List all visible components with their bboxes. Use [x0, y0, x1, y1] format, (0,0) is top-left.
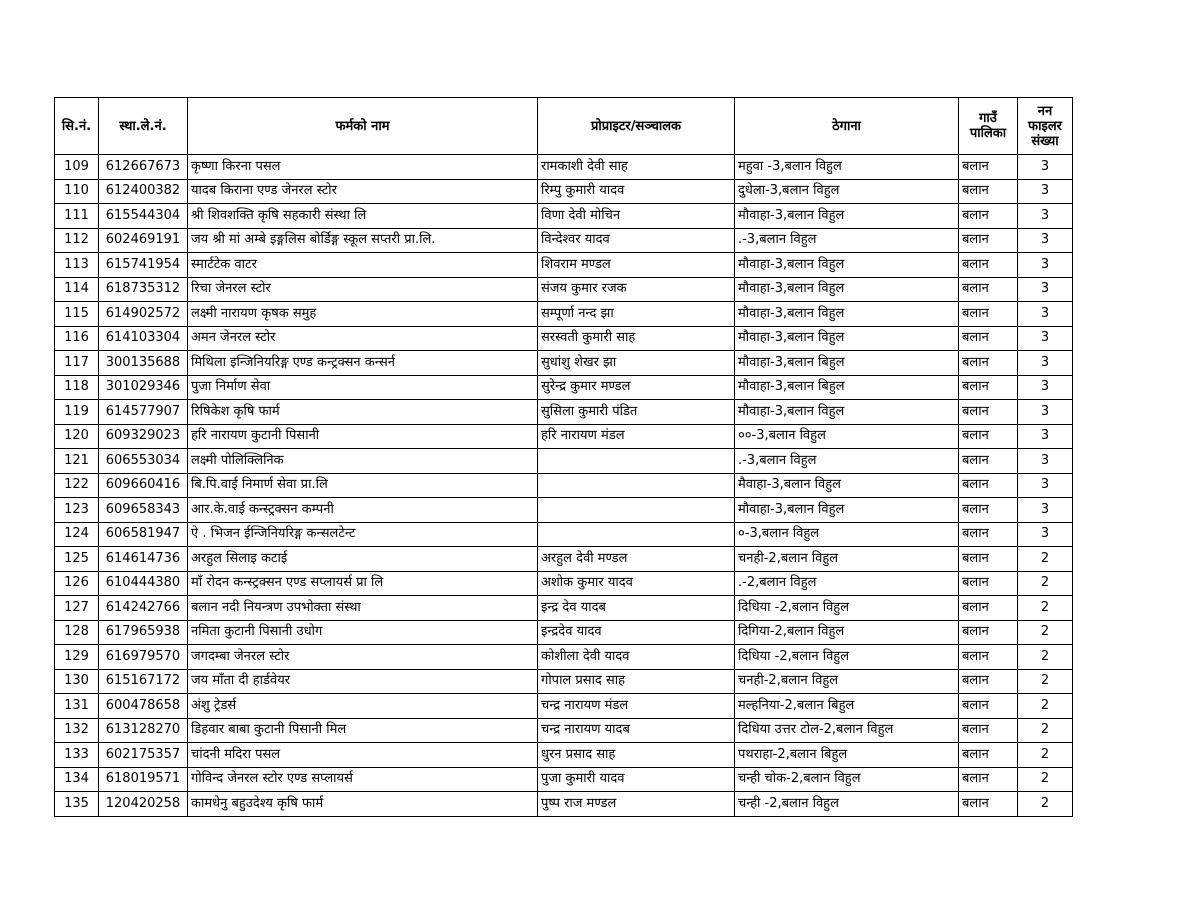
serial-cell: 127	[55, 596, 99, 621]
firm-name-cell: कामधेनु बहुउदेश्य कृषि फार्म	[188, 792, 538, 817]
firm-name-cell: कृष्णा किरना पसल	[188, 155, 538, 180]
registration-cell: 600478658	[99, 694, 188, 719]
table-row	[55, 204, 1073, 229]
non-filer-count-cell: 3	[1018, 400, 1073, 425]
municipality-cell: बलान	[959, 522, 1018, 547]
municipality-cell: बलान	[959, 669, 1018, 694]
address-cell: .-2,बलान विहुल	[735, 571, 959, 596]
firm-name-cell: स्मार्टटेक वाटर	[188, 253, 538, 278]
proprietor-cell: रामकाशी देवी साह	[538, 155, 735, 180]
serial-cell: 120	[55, 424, 99, 449]
header-row	[55, 98, 1073, 155]
registration-cell: 613128270	[99, 718, 188, 743]
municipality-cell: बलान	[959, 498, 1018, 523]
municipality-cell: बलान	[959, 767, 1018, 792]
municipality-cell: बलान	[959, 228, 1018, 253]
proprietor-cell: विन्देश्वर यादव	[538, 228, 735, 253]
firm-name-cell: गोविन्द जेनरल स्टोर एण्ड सप्लायर्स	[188, 767, 538, 792]
address-cell: महुवा -3,बलान विहुल	[735, 155, 959, 180]
municipality-cell: बलान	[959, 645, 1018, 670]
address-cell: मौवाहा-3,बलान बिहुल	[735, 351, 959, 376]
non-filer-count-cell: 2	[1018, 620, 1073, 645]
table-row	[55, 326, 1073, 351]
municipality-cell: बलान	[959, 571, 1018, 596]
serial-cell: 114	[55, 277, 99, 302]
firm-name-cell: यादब किराना एण्ड जेनरल स्टोर	[188, 179, 538, 204]
municipality-cell: बलान	[959, 620, 1018, 645]
table-row	[55, 302, 1073, 327]
serial-cell: 121	[55, 449, 99, 474]
proprietor-cell: हरि नारायण मंडल	[538, 424, 735, 449]
municipality-cell: बलान	[959, 302, 1018, 327]
proprietor-cell: शिवराम मण्डल	[538, 253, 735, 278]
serial-cell: 119	[55, 400, 99, 425]
col-non-filer-count-header: नन फाइलर संख्या	[1018, 98, 1073, 155]
non-filer-count-cell: 2	[1018, 718, 1073, 743]
address-cell: मल्हनिया-2,बलान बिहुल	[735, 694, 959, 719]
firm-name-cell: रिचा जेनरल स्टोर	[188, 277, 538, 302]
registration-cell: 618019571	[99, 767, 188, 792]
address-cell: दिधिया -2,बलान विहुल	[735, 645, 959, 670]
registration-cell: 614614736	[99, 547, 188, 572]
non-filer-count-cell: 2	[1018, 571, 1073, 596]
proprietor-cell	[538, 522, 735, 547]
table-row	[55, 228, 1073, 253]
address-cell: दिधिया -2,बलान विहुल	[735, 596, 959, 621]
address-cell: चन्ही -2,बलान विहुल	[735, 792, 959, 817]
municipality-cell: बलान	[959, 179, 1018, 204]
registration-cell: 300135688	[99, 351, 188, 376]
registration-cell: 606553034	[99, 449, 188, 474]
proprietor-cell: सम्पूर्णा नन्द झा	[538, 302, 735, 327]
non-filer-count-cell: 2	[1018, 645, 1073, 670]
firm-name-cell: माँ रोदन कन्स्ट्रक्सन एण्ड सप्लायर्स प्रा लि	[188, 571, 538, 596]
non-filer-count-cell: 3	[1018, 155, 1073, 180]
registration-cell: 120420258	[99, 792, 188, 817]
table-body	[55, 155, 1073, 817]
proprietor-cell: इन्द्र देव यादब	[538, 596, 735, 621]
municipality-cell: बलान	[959, 694, 1018, 719]
serial-cell: 109	[55, 155, 99, 180]
firm-name-cell: जगदम्बा जेनरल स्टोर	[188, 645, 538, 670]
firm-name-cell: लक्ष्मी नारायण कृषक समुह	[188, 302, 538, 327]
table-row	[55, 547, 1073, 572]
address-cell: पथराहा-2,बलान बिहुल	[735, 743, 959, 768]
municipality-cell: बलान	[959, 792, 1018, 817]
registration-cell: 609660416	[99, 473, 188, 498]
registration-cell: 614242766	[99, 596, 188, 621]
table-row	[55, 351, 1073, 376]
registration-cell: 602469191	[99, 228, 188, 253]
municipality-cell: बलान	[959, 204, 1018, 229]
table-row	[55, 620, 1073, 645]
col-serial-header: सि.नं.	[55, 98, 99, 155]
serial-cell: 130	[55, 669, 99, 694]
non-filer-count-cell: 2	[1018, 767, 1073, 792]
firm-name-cell: जय श्री मां अम्बे इङ्गलिस बोर्डिङ्ग स्कूल सप्तरी प्रा.लि.	[188, 228, 538, 253]
non-filer-count-cell: 3	[1018, 204, 1073, 229]
municipality-cell: बलान	[959, 424, 1018, 449]
proprietor-cell: रिम्पु कुमारी यादव	[538, 179, 735, 204]
non-filer-count-cell: 2	[1018, 694, 1073, 719]
firm-name-cell: बलान नदी नियन्त्रण उपभोक्ता संस्था	[188, 596, 538, 621]
proprietor-cell: धुरन प्रसाद साह	[538, 743, 735, 768]
serial-cell: 126	[55, 571, 99, 596]
address-cell: दिधिया उत्तर टोल-2,बलान विहुल	[735, 718, 959, 743]
non-filer-count-cell: 3	[1018, 277, 1073, 302]
municipality-cell: बलान	[959, 596, 1018, 621]
proprietor-cell: चन्द्र नारायण मंडल	[538, 694, 735, 719]
non-filer-count-cell: 3	[1018, 498, 1073, 523]
registration-cell: 602175357	[99, 743, 188, 768]
proprietor-cell: सुरेन्द्र कुमार मण्डल	[538, 375, 735, 400]
municipality-cell: बलान	[959, 277, 1018, 302]
registration-cell: 610444380	[99, 571, 188, 596]
address-cell: मौवाहा-3,बलान विहुल	[735, 277, 959, 302]
serial-cell: 111	[55, 204, 99, 229]
proprietor-cell: पुजा कुमारी यादव	[538, 767, 735, 792]
proprietor-cell: संजय कुमार रजक	[538, 277, 735, 302]
serial-cell: 129	[55, 645, 99, 670]
registration-cell: 616979570	[99, 645, 188, 670]
registration-cell: 609329023	[99, 424, 188, 449]
serial-cell: 115	[55, 302, 99, 327]
non-filer-count-cell: 2	[1018, 547, 1073, 572]
proprietor-cell: चन्द्र नारायण यादब	[538, 718, 735, 743]
address-cell: मौवाहा-3,बलान विहुल	[735, 498, 959, 523]
municipality-cell: बलान	[959, 743, 1018, 768]
proprietor-cell: अशोक कुमार यादव	[538, 571, 735, 596]
firm-name-cell: हरि नारायण कुटानी पिसानी	[188, 424, 538, 449]
firm-name-cell: लक्ष्मी पोलिक्लिनिक	[188, 449, 538, 474]
firm-name-cell: आर.के.वाई कन्स्ट्रक्सन कम्पनी	[188, 498, 538, 523]
proprietor-cell: इन्द्रदेव यादव	[538, 620, 735, 645]
municipality-cell: बलान	[959, 718, 1018, 743]
col-registration-header: स्था.ले.नं.	[99, 98, 188, 155]
serial-cell: 123	[55, 498, 99, 523]
registration-cell: 609658343	[99, 498, 188, 523]
table-row	[55, 645, 1073, 670]
firm-name-cell: रिषिकेश कृषि फार्म	[188, 400, 538, 425]
address-cell: मौवाहा-3,बलान विहुल	[735, 204, 959, 229]
serial-cell: 117	[55, 351, 99, 376]
firm-name-cell: बि.पि.वाई निमार्ण सेवा प्रा.लि	[188, 473, 538, 498]
proprietor-cell: सुसिला कुमारी पंडित	[538, 400, 735, 425]
municipality-cell: बलान	[959, 253, 1018, 278]
address-cell: माैवाहा-3,बलान विहुल	[735, 326, 959, 351]
table-row	[55, 498, 1073, 523]
proprietor-cell	[538, 498, 735, 523]
non-filer-table	[54, 97, 1073, 817]
col-address-header: ठेगाना	[735, 98, 959, 155]
registration-cell: 615167172	[99, 669, 188, 694]
serial-cell: 134	[55, 767, 99, 792]
col-municipality-header: गाउँ पालिका	[959, 98, 1018, 155]
proprietor-cell: कोशीला देवी यादव	[538, 645, 735, 670]
firm-name-cell: जय माँता दी हार्डवेयर	[188, 669, 538, 694]
table-row	[55, 179, 1073, 204]
registration-cell: 615741954	[99, 253, 188, 278]
proprietor-cell: सरस्वती कुमारी साह	[538, 326, 735, 351]
table-row	[55, 253, 1073, 278]
table-row	[55, 694, 1073, 719]
serial-cell: 110	[55, 179, 99, 204]
firm-name-cell: अंशु ट्रेडर्स	[188, 694, 538, 719]
non-filer-count-cell: 3	[1018, 326, 1073, 351]
registration-cell: 614902572	[99, 302, 188, 327]
registration-cell: 614577907	[99, 400, 188, 425]
table-row	[55, 792, 1073, 817]
address-cell: चनही-2,बलान विहुल	[735, 669, 959, 694]
serial-cell: 133	[55, 743, 99, 768]
proprietor-cell	[538, 473, 735, 498]
serial-cell: 118	[55, 375, 99, 400]
municipality-cell: बलान	[959, 400, 1018, 425]
table-row	[55, 743, 1073, 768]
non-filer-count-cell: 3	[1018, 253, 1073, 278]
table-row	[55, 400, 1073, 425]
address-cell: मौवाहा-3,बलान बिहुल	[735, 375, 959, 400]
table-row	[55, 767, 1073, 792]
registration-cell: 301029346	[99, 375, 188, 400]
address-cell: .-3,बलान विहुल	[735, 228, 959, 253]
registration-cell: 606581947	[99, 522, 188, 547]
non-filer-count-cell: 2	[1018, 792, 1073, 817]
non-filer-count-cell: 2	[1018, 743, 1073, 768]
proprietor-cell: अरहुल देवी मण्डल	[538, 547, 735, 572]
table-row	[55, 473, 1073, 498]
address-cell: दिगिया-2,बलान विहुल	[735, 620, 959, 645]
proprietor-cell	[538, 449, 735, 474]
non-filer-count-cell: 3	[1018, 522, 1073, 547]
address-cell: मैवाहा-3,बलान विहुल	[735, 473, 959, 498]
non-filer-count-cell: 3	[1018, 473, 1073, 498]
serial-cell: 116	[55, 326, 99, 351]
table-row	[55, 375, 1073, 400]
non-filer-count-cell: 3	[1018, 375, 1073, 400]
col-firm-name-header: फर्मको नाम	[188, 98, 538, 155]
proprietor-cell: विणा देवी मोचिन	[538, 204, 735, 229]
firm-name-cell: अमन जेनरल स्टोर	[188, 326, 538, 351]
registration-cell: 612667673	[99, 155, 188, 180]
proprietor-cell: पुष्प राज मण्डल	[538, 792, 735, 817]
municipality-cell: बलान	[959, 449, 1018, 474]
table-row	[55, 155, 1073, 180]
firm-name-cell: अरहुल सिलाइ कटाई	[188, 547, 538, 572]
municipality-cell: बलान	[959, 473, 1018, 498]
table-row	[55, 449, 1073, 474]
address-cell: मौवाहा-3,बलान विहुल	[735, 400, 959, 425]
non-filer-count-cell: 3	[1018, 302, 1073, 327]
serial-cell: 135	[55, 792, 99, 817]
registration-cell: 612400382	[99, 179, 188, 204]
col-proprietor-header: प्रोप्राइटर/सञ्चालक	[538, 98, 735, 155]
registration-cell: 614103304	[99, 326, 188, 351]
municipality-cell: बलान	[959, 351, 1018, 376]
serial-cell: 128	[55, 620, 99, 645]
serial-cell: 112	[55, 228, 99, 253]
table-row	[55, 522, 1073, 547]
registration-cell: 617965938	[99, 620, 188, 645]
serial-cell: 131	[55, 694, 99, 719]
firm-name-cell: नमिता कुटानी पिसानी उधोग	[188, 620, 538, 645]
firm-name-cell: पुजा निर्माण सेवा	[188, 375, 538, 400]
address-cell: ०-3,बलान विहुल	[735, 522, 959, 547]
serial-cell: 132	[55, 718, 99, 743]
firm-name-cell: चांदनी मदिरा पसल	[188, 743, 538, 768]
table-row	[55, 596, 1073, 621]
registration-cell: 615544304	[99, 204, 188, 229]
non-filer-count-cell: 3	[1018, 228, 1073, 253]
address-cell: मौवाहा-3,बलान विहुल	[735, 302, 959, 327]
proprietor-cell: सुधांशु शेखर झा	[538, 351, 735, 376]
non-filer-count-cell: 2	[1018, 596, 1073, 621]
municipality-cell: बलान	[959, 326, 1018, 351]
table-row	[55, 277, 1073, 302]
table-row	[55, 424, 1073, 449]
serial-cell: 124	[55, 522, 99, 547]
non-filer-count-cell: 3	[1018, 179, 1073, 204]
serial-cell: 125	[55, 547, 99, 572]
non-filer-count-cell: 3	[1018, 351, 1073, 376]
firm-name-cell: श्री शिवशक्ति कृषि सहकारी संस्था लि	[188, 204, 538, 229]
firm-name-cell: डिहवार बाबा कुटानी पिसानी मिल	[188, 718, 538, 743]
address-cell: दुधेला-3,बलान विहुल	[735, 179, 959, 204]
address-cell: मौवाहा-3,बलान विहुल	[735, 253, 959, 278]
address-cell: ००-3,बलान विहुल	[735, 424, 959, 449]
municipality-cell: बलान	[959, 547, 1018, 572]
serial-cell: 122	[55, 473, 99, 498]
municipality-cell: बलान	[959, 155, 1018, 180]
address-cell: चन्ही चोक-2,बलान विहुल	[735, 767, 959, 792]
address-cell: चनही-2,बलान विहुल	[735, 547, 959, 572]
serial-cell: 113	[55, 253, 99, 278]
municipality-cell: बलान	[959, 375, 1018, 400]
non-filer-count-cell: 3	[1018, 424, 1073, 449]
non-filer-count-cell: 3	[1018, 449, 1073, 474]
registration-cell: 618735312	[99, 277, 188, 302]
table-row	[55, 669, 1073, 694]
firm-name-cell: मिथिला इन्जिनियरिङ्ग एण्ड कन्ट्रक्सन कन्सर्न	[188, 351, 538, 376]
proprietor-cell: गोपाल प्रसाद साह	[538, 669, 735, 694]
address-cell: .-3,बलान विहुल	[735, 449, 959, 474]
firm-name-cell: ऐ . भिजन ईन्जिनियरिङ्ग कन्सलटेन्ट	[188, 522, 538, 547]
non-filer-count-cell: 2	[1018, 669, 1073, 694]
table-row	[55, 571, 1073, 596]
table-row	[55, 718, 1073, 743]
